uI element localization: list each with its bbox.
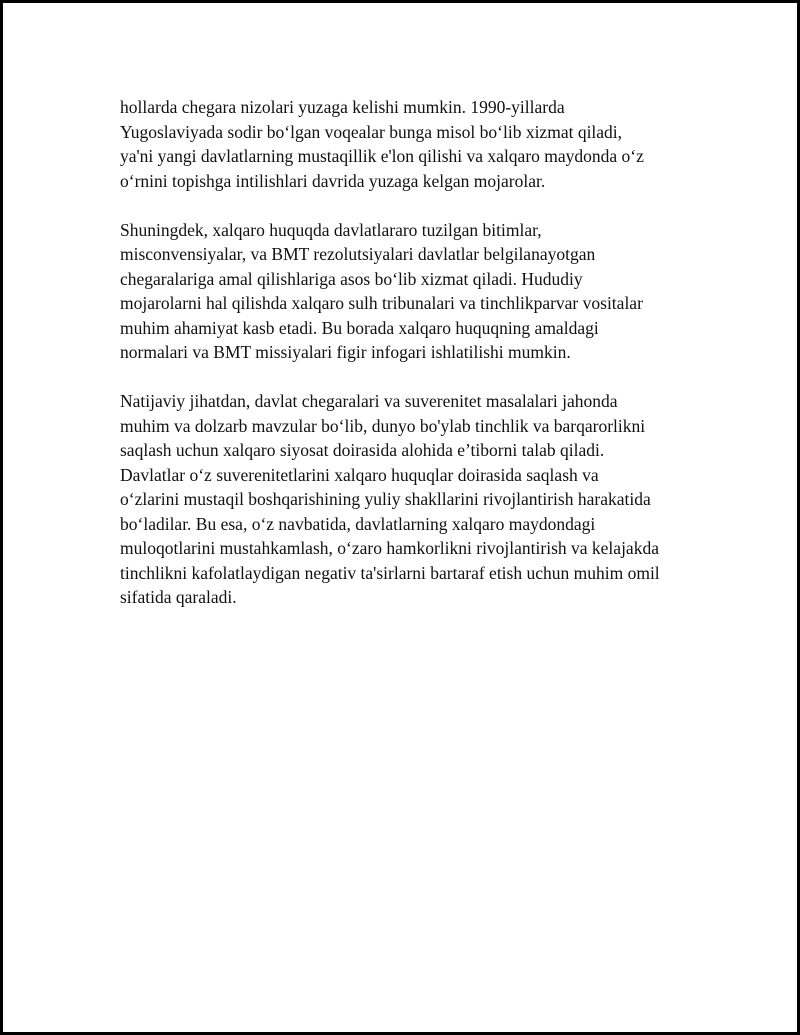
document-body bbox=[120, 95, 700, 634]
text-line: ya'ni yangi davlatlarning mustaqillik e'lon qilishi va xalqaro maydonda o‘z bbox=[120, 146, 644, 166]
text-line: normalari va BMT missiyalari figir infogari ishlatilishi mumkin. bbox=[120, 342, 571, 362]
text-line: misconvensiyalar, va BMT rezolutsiyalari davlatlar belgilanayotgan bbox=[120, 244, 596, 264]
text-line: Davlatlar o‘z suverenitetlarini xalqaro huquqlar doirasida saqlash va bbox=[120, 464, 599, 485]
text-line: chegaralariga amal qilishlariga asos bo‘lib xizmat qiladi. Hududiy bbox=[120, 268, 583, 289]
text-line: mojarolarni hal qilishda xalqaro sulh tribunalari va tinchlikparvar vositalar bbox=[120, 293, 643, 313]
paragraph-1 bbox=[120, 95, 700, 193]
text-line: Natijaviy jihatdan, davlat chegaralari va suverenitet masalalari jahonda bbox=[120, 391, 618, 411]
text-line: tinchlikni kafolatlaydigan negativ ta'sirlarni bartaraf etish uchun muhim omil bbox=[120, 562, 660, 583]
text-line: o‘zlarini mustaqil boshqarishining yuliy shakllarini rivojlantirish harakatida bbox=[120, 489, 651, 509]
paragraph-3 bbox=[120, 389, 700, 610]
text-line: Yugoslaviyada sodir bo‘lgan voqealar bunga misol bo‘lib xizmat qiladi, bbox=[120, 121, 623, 142]
text-line: hollarda chegara nizolari yuzaga kelishi mumkin. 1990-yillarda bbox=[120, 97, 565, 117]
text-line: muhim ahamiyat kasb etadi. Bu borada xalqaro huquqning amaldagi bbox=[120, 317, 599, 338]
text-line: muhim va dolzarb mavzular bo‘lib, dunyo bo'ylab tinchlik va barqarorlikni bbox=[120, 415, 646, 436]
text-line: saqlash uchun xalqaro siyosat doirasida alohida e’tiborni talab qiladi. bbox=[120, 440, 605, 460]
text-line: bo‘ladilar. Bu esa, o‘z navbatida, davlatlarning xalqaro maydondagi bbox=[120, 513, 596, 534]
text-line: sifatida qaraladi. bbox=[120, 587, 237, 607]
paragraph-2 bbox=[120, 218, 700, 365]
text-line: o‘rnini topishga intilishlari davrida yuzaga kelgan mojarolar. bbox=[120, 170, 546, 191]
text-line: Shuningdek, xalqaro huquqda davlatlararo tuzilgan bitimlar, bbox=[120, 219, 542, 240]
text-line: muloqotlarini mustahkamlash, o‘zaro hamkorlikni rivojlantirish va kelajakda bbox=[120, 538, 659, 558]
